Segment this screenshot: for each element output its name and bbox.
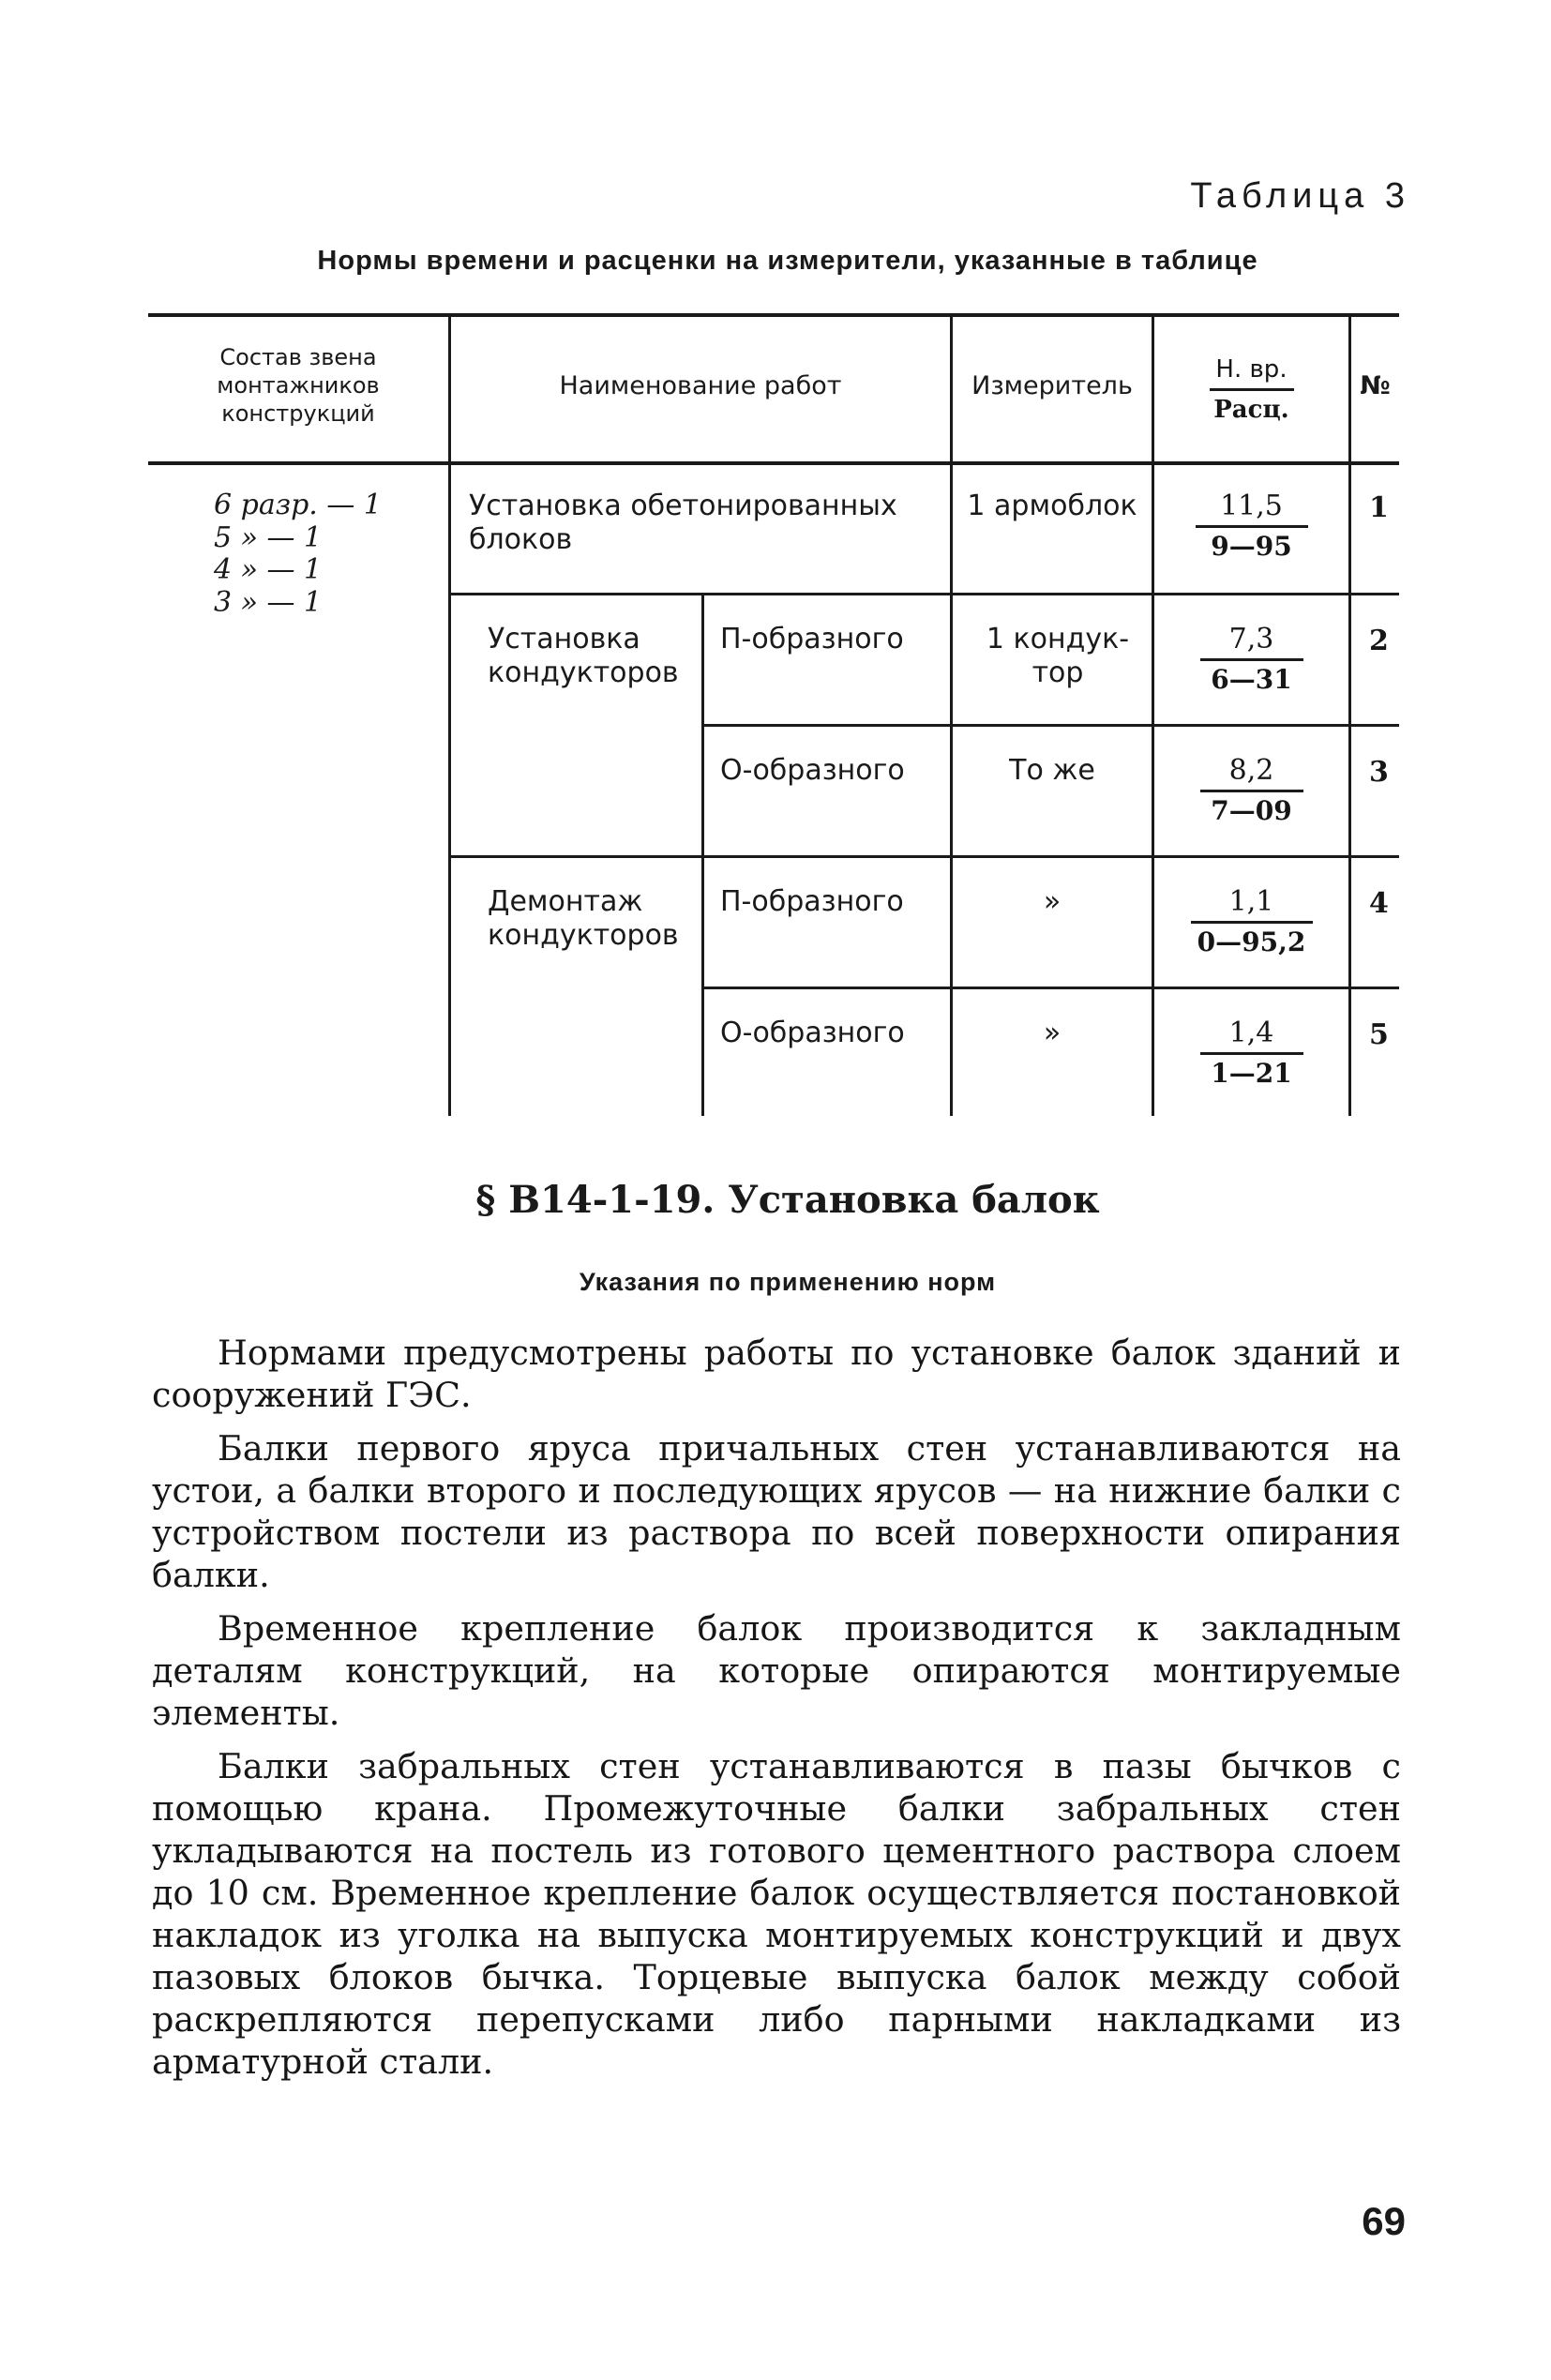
column-divider xyxy=(1348,313,1351,1116)
crew-list xyxy=(214,490,439,619)
group-install-conductors: Установка кондукторов xyxy=(488,623,679,689)
row5-time: 1,4 xyxy=(1228,1017,1274,1049)
row1-time: 11,5 xyxy=(1220,490,1283,522)
body-text xyxy=(152,1332,1401,2094)
norms-table xyxy=(148,313,1399,1116)
row-divider xyxy=(701,724,1399,727)
paragraph: Временное крепление балок производится к закладным деталям конструкций, на которые опираются монтируемые элементы. xyxy=(152,1608,1401,1733)
row3-type: О-образного xyxy=(720,754,905,787)
header-norm xyxy=(1154,351,1348,429)
row5-rate: 1—21 xyxy=(1211,1058,1292,1089)
header-bottom-rule xyxy=(148,461,1399,465)
row1-work: Установка обетонированных блоков xyxy=(469,490,897,556)
row3-rate: 7—09 xyxy=(1211,795,1292,826)
crew-line: 4 » — 1 xyxy=(214,553,323,586)
row1-rate: 9—95 xyxy=(1211,531,1292,562)
row5-norm xyxy=(1154,1015,1348,1092)
section-heading: § В14-1-19. Установка балок xyxy=(475,1178,1100,1222)
row4-time: 1,1 xyxy=(1228,885,1274,918)
header-norm-rate: Расц. xyxy=(1213,396,1289,424)
header-unit: Измеритель xyxy=(971,371,1133,400)
paragraph: Балки первого яруса причальных стен устанавливаются на устои, а балки второго и последующих ярусов — на нижние балки с устройством постели из раствора по всей поверхности опирания балки. xyxy=(152,1428,1401,1595)
row1-norm xyxy=(1154,488,1348,565)
row-divider xyxy=(448,593,1399,595)
column-divider xyxy=(1152,313,1154,1116)
row2-type: П-образного xyxy=(720,623,904,655)
row4-type: П-образного xyxy=(720,885,904,918)
page-number: 69 xyxy=(1362,2199,1406,2243)
header-crew-line: монтажников xyxy=(217,372,380,399)
header-work: Наименование работ xyxy=(559,371,842,400)
group-dismantle-conductors: Демонтаж кондукторов xyxy=(488,885,679,952)
row1-number: 1 xyxy=(1369,491,1389,524)
row5-number: 5 xyxy=(1369,1018,1389,1051)
row2-unit: 1 кондук-тор xyxy=(986,623,1130,689)
row4-norm xyxy=(1154,883,1348,961)
column-divider xyxy=(950,313,953,1116)
row3-unit: То же xyxy=(1009,754,1095,787)
header-crew-line: конструкций xyxy=(221,400,375,427)
row5-type: О-образного xyxy=(720,1017,905,1049)
row2-rate: 6—31 xyxy=(1211,664,1292,695)
column-divider xyxy=(448,313,451,1116)
row2-norm xyxy=(1154,621,1348,699)
row5-unit: » xyxy=(1043,1017,1062,1049)
paragraph: Балки забральных стен устанавливаются в пазы бычков с помощью крана. Промежуточные балки забральных стен укладываются на постель из готового цементного раствора слоем до 10 см. Временное крепление балок осуществляется постановкой накладок из уголка на выпуска монтируемых конструкций и двух пазовых блоков бычка. Торцевые выпуска балок между собой раскрепляются перепусками либо парными накладками из арматурной стали. xyxy=(152,1746,1401,2082)
paragraph: Нормами предусмотрены работы по установке балок зданий и сооружений ГЭС. xyxy=(152,1333,1401,1415)
sub-heading: Указания по применению норм xyxy=(579,1268,997,1296)
row4-rate: 0—95,2 xyxy=(1197,926,1306,957)
row4-unit: » xyxy=(1043,885,1062,918)
row1-unit: 1 армоблок xyxy=(967,490,1137,522)
row3-norm xyxy=(1154,752,1348,830)
table-top-rule xyxy=(148,313,1399,317)
column-divider xyxy=(701,593,704,1116)
crew-line: 6 разр. — 1 xyxy=(214,489,382,521)
table-title: Нормы времени и расценки на измерители, указанные в таблице xyxy=(317,246,1258,276)
crew-line: 5 » — 1 xyxy=(214,520,323,554)
row3-time: 8,2 xyxy=(1228,754,1274,787)
crew-line: 3 » — 1 xyxy=(214,585,323,619)
header-norm-time: Н. вр. xyxy=(1215,355,1287,384)
row4-number: 4 xyxy=(1369,887,1389,920)
table-number: Таблица 3 xyxy=(1190,176,1410,216)
header-number: № xyxy=(1360,371,1391,400)
header-crew-line: Состав звена xyxy=(219,344,377,370)
row2-time: 7,3 xyxy=(1228,623,1274,655)
row-divider xyxy=(448,855,1399,858)
row2-number: 2 xyxy=(1369,625,1389,657)
row-divider xyxy=(701,987,1399,989)
row3-number: 3 xyxy=(1369,756,1389,789)
header-crew xyxy=(148,343,448,428)
